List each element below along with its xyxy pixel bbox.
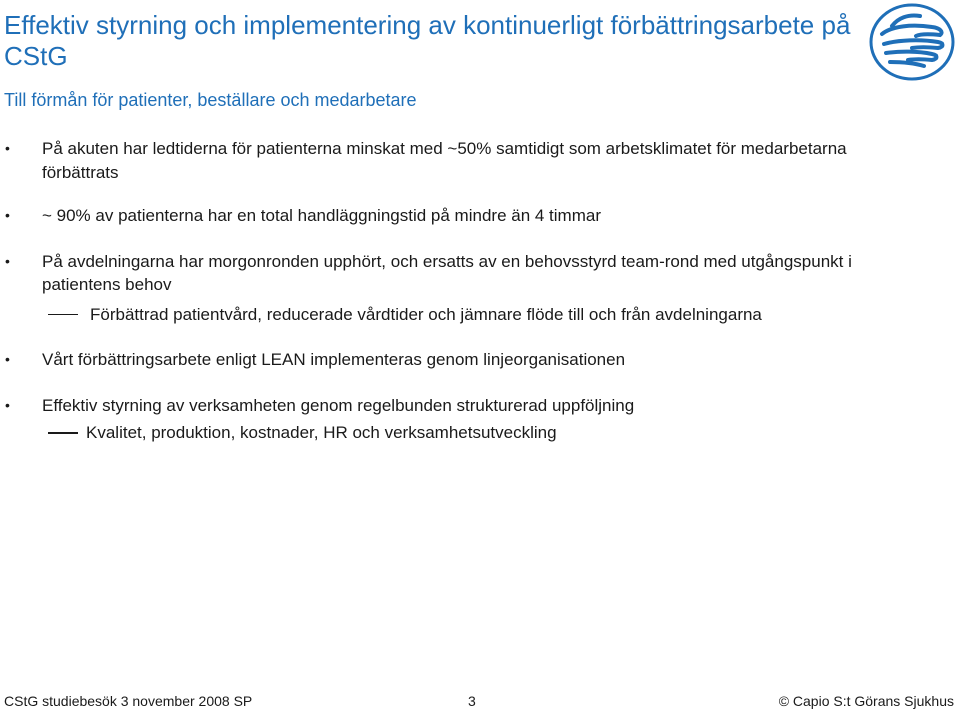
footer-copyright: © Capio S:t Görans Sjukhus bbox=[778, 693, 954, 709]
bullet-item bbox=[0, 137, 900, 184]
bullet-item bbox=[0, 204, 900, 228]
bullet-text: Effektiv styrning av verksamheten genom regelbunden strukturerad uppföljning bbox=[42, 395, 635, 415]
bullet-item bbox=[0, 348, 900, 372]
bullet-marker: • bbox=[5, 351, 10, 367]
bullet-marker: • bbox=[5, 140, 10, 156]
bullet-list bbox=[0, 137, 900, 457]
bullet-marker: • bbox=[5, 396, 10, 413]
bullet-item bbox=[0, 394, 900, 445]
sub-bullet-item bbox=[0, 421, 900, 445]
bullet-marker: • bbox=[5, 207, 10, 223]
sub-bullet-text: Kvalitet, produktion, kostnader, HR och verksamhetsutveckling bbox=[86, 423, 557, 442]
bullet-text: Vårt förbättringsarbete enligt LEAN implementeras genom linjeorganisationen bbox=[42, 350, 626, 369]
bullet-text: På akuten har ledtiderna för patienterna minskat med ~50% samtidigt som arbetsklimatet för medarbetarna förbättrats bbox=[42, 139, 847, 182]
dash-marker bbox=[48, 432, 78, 434]
page-number: 3 bbox=[468, 693, 476, 709]
capio-hand-logo-icon bbox=[868, 2, 956, 82]
bullet-item bbox=[0, 250, 900, 327]
bullet-text: På avdelningarna har morgonronden upphört, och ersatts av en behovsstyrd team-rond med utgångspunkt i patientens behov bbox=[42, 251, 852, 294]
footer-left: CStG studiebesök 3 november 2008 SP bbox=[4, 693, 253, 709]
slide-subtitle: Till förmån för patienter, beställare och medarbetare bbox=[4, 90, 417, 110]
sub-bullet-item bbox=[0, 303, 900, 327]
dash-marker bbox=[48, 314, 78, 316]
sub-bullet-text: Förbättrad patientvård, reducerade vårdtider och jämnare flöde till och från avdelningarna bbox=[90, 304, 762, 324]
bullet-text: ~ 90% av patienterna har en total handläggningstid på mindre än 4 timmar bbox=[42, 206, 601, 225]
bullet-marker: • bbox=[5, 252, 10, 269]
slide-title: Effektiv styrning och implementering av kontinuerligt förbättringsarbete på CStG bbox=[4, 10, 851, 71]
